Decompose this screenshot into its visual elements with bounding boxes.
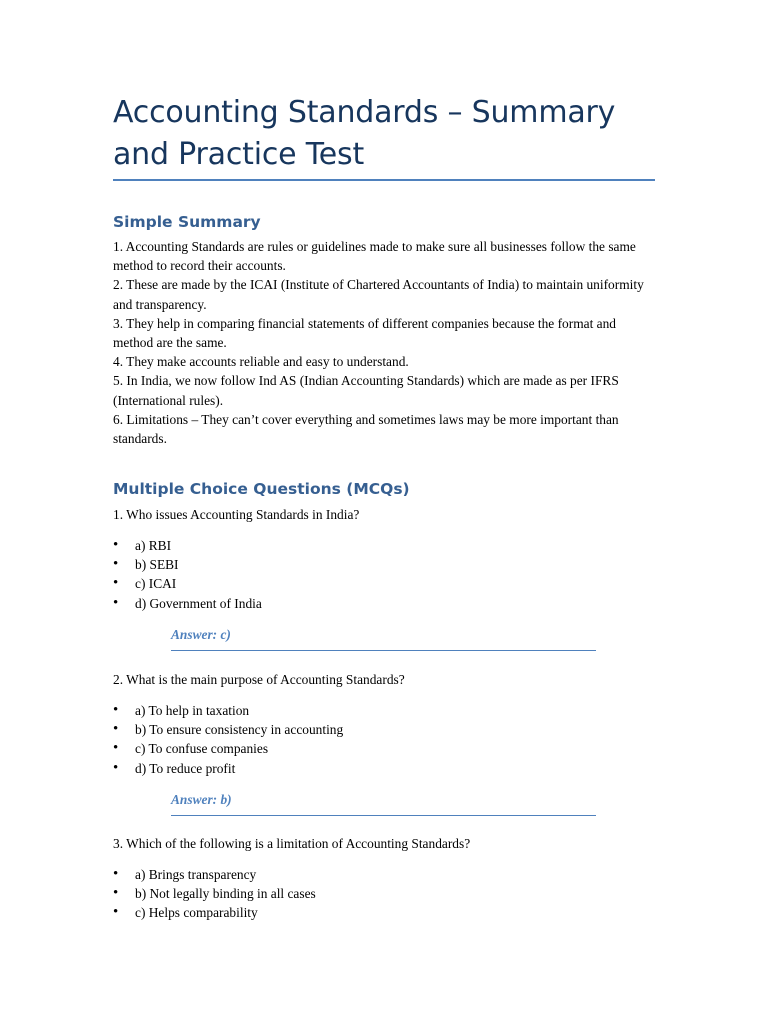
bullet-icon: •	[113, 721, 119, 738]
bullet-icon: •	[113, 759, 119, 776]
question-2: 2. What is the main purpose of Accounting Standards?	[113, 672, 405, 687]
bullet-icon: •	[113, 594, 119, 611]
option-item	[113, 555, 262, 574]
option-item	[113, 865, 316, 884]
option-label: c) ICAI	[135, 576, 177, 592]
summary-point: 5. In India, we now follow Ind AS (Indian Accounting Standards) which are made as per IFRS (International rules).	[113, 373, 619, 408]
summary-point: 6. Limitations – They can’t cover everything and sometimes laws may be more important than standards.	[113, 411, 619, 447]
summary-point: 1. Accounting Standards are rules or guidelines made to make sure all businesses follow the same method to record their accounts.	[113, 239, 636, 274]
bullet-icon: •	[113, 904, 119, 921]
option-item	[113, 574, 262, 593]
option-label: c) Helps comparability	[135, 905, 258, 921]
summary-point: 4. They make accounts reliable and easy to understand.	[113, 354, 409, 370]
option-label: c) To confuse companies	[135, 741, 269, 757]
option-label: b) To ensure consistency in accounting	[135, 722, 344, 738]
bullet-icon: •	[113, 866, 119, 882]
option-label: b) Not legally binding in all cases	[135, 886, 316, 902]
answer-1: Answer: c)	[171, 626, 596, 651]
option-label: a) RBI	[135, 538, 172, 553]
bullet-icon: •	[113, 556, 119, 573]
question-3: 3. Which of the following is a limitation of Accounting Standards?	[113, 836, 471, 851]
option-item	[113, 701, 343, 720]
question-1-options	[113, 536, 262, 613]
answer-2: Answer: b)	[171, 791, 596, 816]
option-label: b) SEBI	[135, 557, 179, 573]
option-item	[113, 759, 343, 778]
bullet-icon: •	[113, 575, 119, 592]
bullet-icon: •	[113, 885, 119, 902]
title-divider	[113, 179, 655, 181]
bullet-icon: •	[113, 537, 119, 553]
question-1: 1. Who issues Accounting Standards in India?	[113, 507, 360, 522]
bullet-icon: •	[113, 702, 119, 718]
summary-heading: Simple Summary	[113, 213, 261, 231]
summary-section	[113, 237, 648, 448]
option-label: d) To reduce profit	[135, 760, 236, 776]
question-3-options	[113, 865, 316, 923]
option-item	[113, 739, 343, 758]
option-label: a) To help in taxation	[135, 703, 250, 718]
summary-point: 2. These are made by the ICAI (Institute of Chartered Accountants of India) to maintain uniformity and transparency.	[113, 277, 644, 312]
summary-point: 3. They help in comparing financial statements of different companies because the format and method are the same.	[113, 315, 616, 351]
mcq-heading: Multiple Choice Questions (MCQs)	[113, 480, 410, 498]
option-item	[113, 536, 262, 555]
option-item	[113, 594, 262, 613]
page-title: Accounting Standards – Summary and Practice Test	[113, 95, 616, 172]
bullet-icon: •	[113, 740, 119, 757]
option-item	[113, 884, 316, 903]
option-item	[113, 903, 316, 922]
question-2-options	[113, 701, 343, 778]
option-label: a) Brings transparency	[135, 867, 257, 882]
option-item	[113, 720, 343, 739]
option-label: d) Government of India	[135, 595, 262, 611]
